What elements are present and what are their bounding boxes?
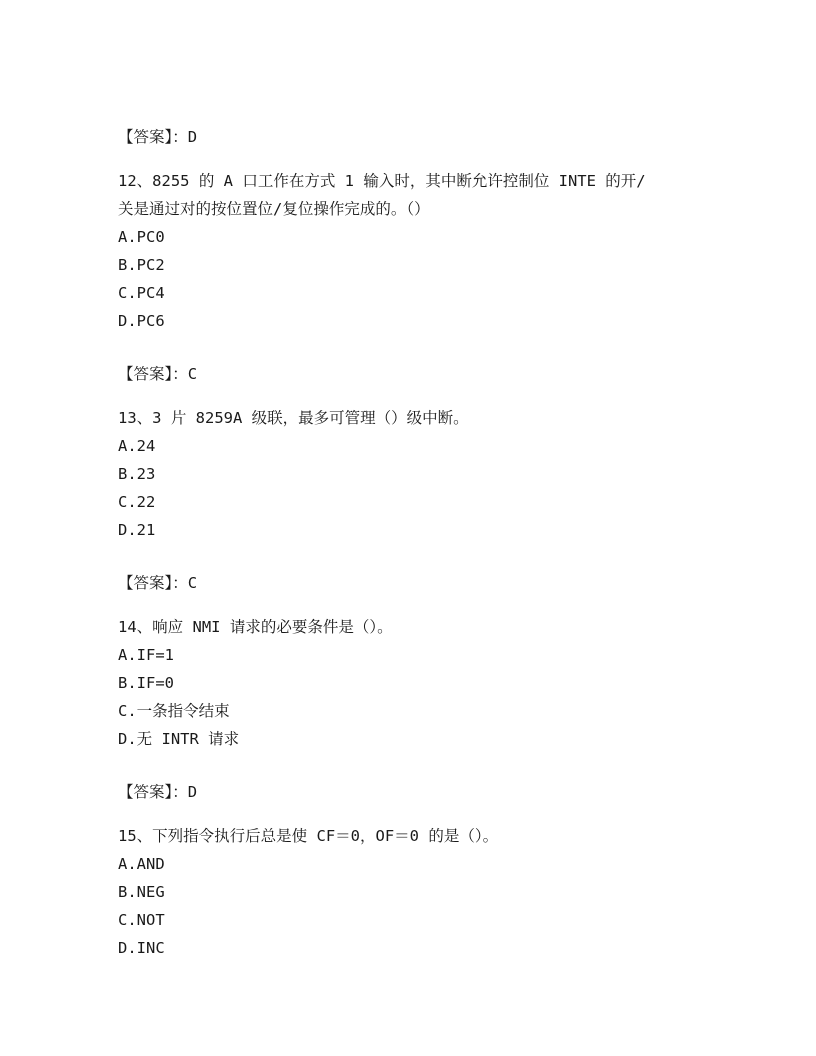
option-d: D.21 [118,521,156,539]
option-b: B.PC2 [118,256,165,274]
question-text: 15、下列指令执行后总是使 CF＝0，OF＝0 的是（）。 [118,827,499,845]
question-text: 14、响应 NMI 请求的必要条件是（）。 [118,618,393,636]
question-text: 13、3 片 8259A 级联，最多可管理（）级中断。 [118,409,469,427]
option-b: B.23 [118,465,156,483]
option-d: D.无 INTR 请求 [118,730,240,748]
answer-line: 【答案】：C [118,574,198,592]
answer-line: 【答案】：C [118,365,198,383]
option-a: A.AND [118,855,165,873]
question-12 [118,167,698,335]
option-a: A.24 [118,437,156,455]
option-c: C.NOT [118,911,165,929]
question-13 [118,404,698,544]
question-14 [118,613,698,753]
option-a: A.PC0 [118,228,165,246]
option-b: B.IF=0 [118,674,174,692]
question-text: 关是通过对的按位置位/复位操作完成的。（） [118,200,430,218]
answer-line: 【答案】：D [118,128,198,146]
question-text: 12、8255 的 A 口工作在方式 1 输入时，其中断允许控制位 INTE 的开/ [118,172,646,190]
answer-line: 【答案】：D [118,783,198,801]
document-page [118,124,698,962]
option-c: C.22 [118,493,156,511]
option-d: D.PC6 [118,312,165,330]
option-a: A.IF=1 [118,646,174,664]
option-c: C.PC4 [118,284,165,302]
option-b: B.NEG [118,883,165,901]
question-15 [118,822,698,962]
option-d: D.INC [118,939,165,957]
option-c: C.一条指令结束 [118,702,230,720]
